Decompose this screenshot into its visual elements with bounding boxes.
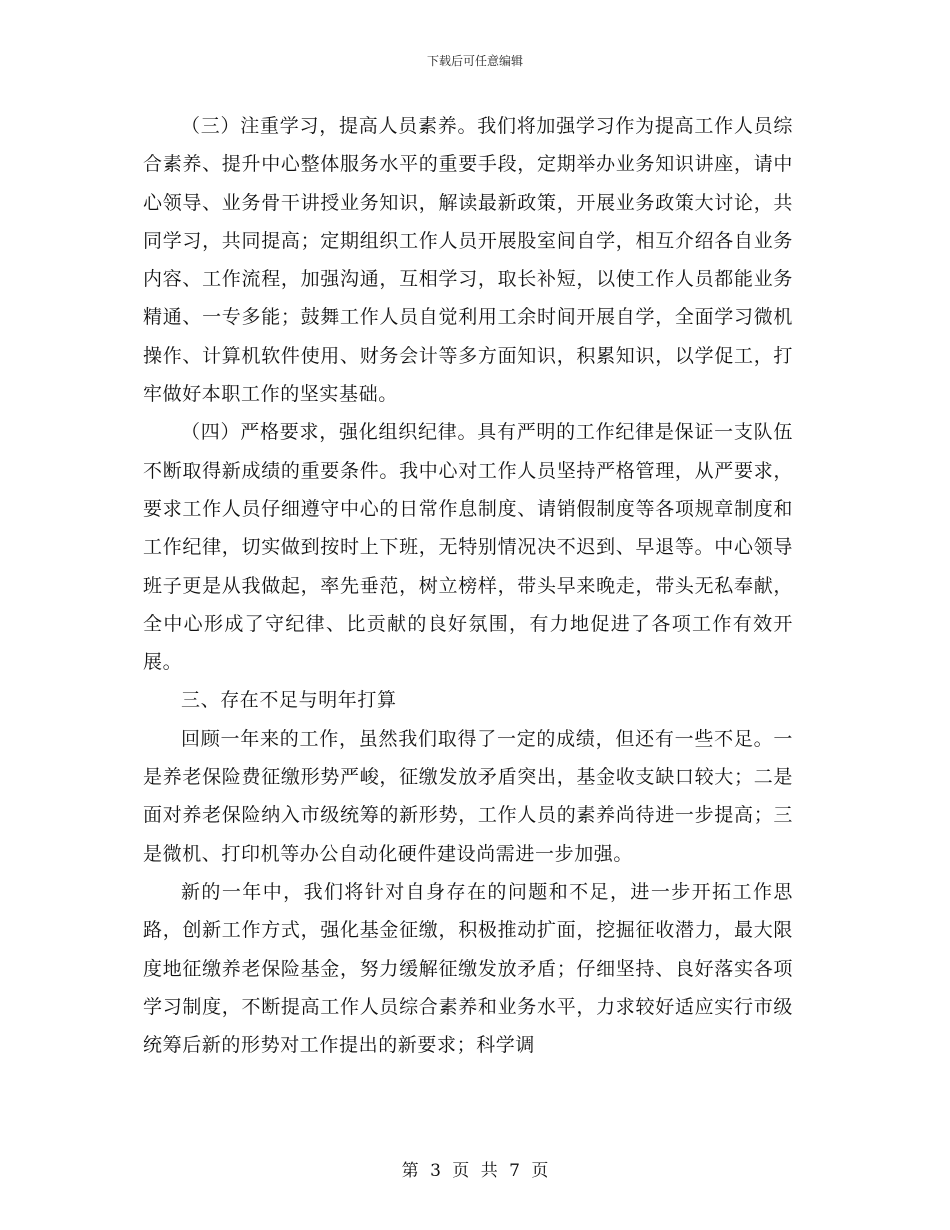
paragraph-study: （三）注重学习，提高人员素养。我们将加强学习作为提高工作人员综合素养、提升中心整体服务水平的重要手段，定期举办业务知识讲座，请中心领导、业务骨干讲授业务知识，解读最新政策，开展业务政策大讨论，共同学习，共同提高；定期组织工作人员开展股室间自学，相互介绍各自业务内容、工作流程，加强沟通，互相学习，取长补短，以使工作人员都能业务精通、一专多能；鼓舞工作人员自觉利用工余时间开展自学，全面学习微机操作、计算机软件使用、财务会计等多方面知识，积累知识，以学促工，打牢做好本职工作的坚实基础。 [143, 115, 793, 406]
page-number-footer: 第 3 页 共 7 页 [401, 1161, 549, 1181]
paragraph-discipline: （四）严格要求，强化组织纪律。具有严明的工作纪律是保证一支队伍不断取得新成绩的重要条件。我中心对工作人员坚持严格管理，从严要求，要求工作人员仔细遵守中心的日常作息制度、请销假制度等各项规章制度和工作纪律，切实做到按时上下班，无特别情况决不迟到、早退等。中心领导班子更是从我做起，率先垂范，树立榜样，带头早来晚走，带头无私奉献，全中心形成了守纪律、比贡献的良好氛围，有力地促进了各项工作有效开展。 [143, 421, 793, 674]
document-body [143, 107, 793, 1064]
paragraph-review: 回顾一年来的工作，虽然我们取得了一定的成绩，但还有一些不足。一是养老保险费征缴形势严峻，征缴发放矛盾突出，基金收支缺口较大；二是面对养老保险纳入市级统筹的新形势，工作人员的素养尚待进一步提高；三是微机、打印机等办公自动化硬件建设尚需进一步加强。 [143, 727, 793, 865]
page-header: 下载后可任意编辑 [426, 54, 523, 68]
section-heading-shortcomings: 三、存在不足与明年打算 [181, 689, 397, 712]
paragraph-next-year: 新的一年中，我们将针对自身存在的问题和不足，进一步开拓工作思路，创新工作方式，强化基金征缴，积极推动扩面，挖掘征收潜力，最大限度地征缴养老保险基金，努力缓解征缴发放矛盾；仔细坚持、良好落实各项学习制度，不断提高工作人员综合素养和业务水平，力求较好适应实行市级统筹后新的形势对工作提出的新要求；科学调 [143, 880, 793, 1057]
